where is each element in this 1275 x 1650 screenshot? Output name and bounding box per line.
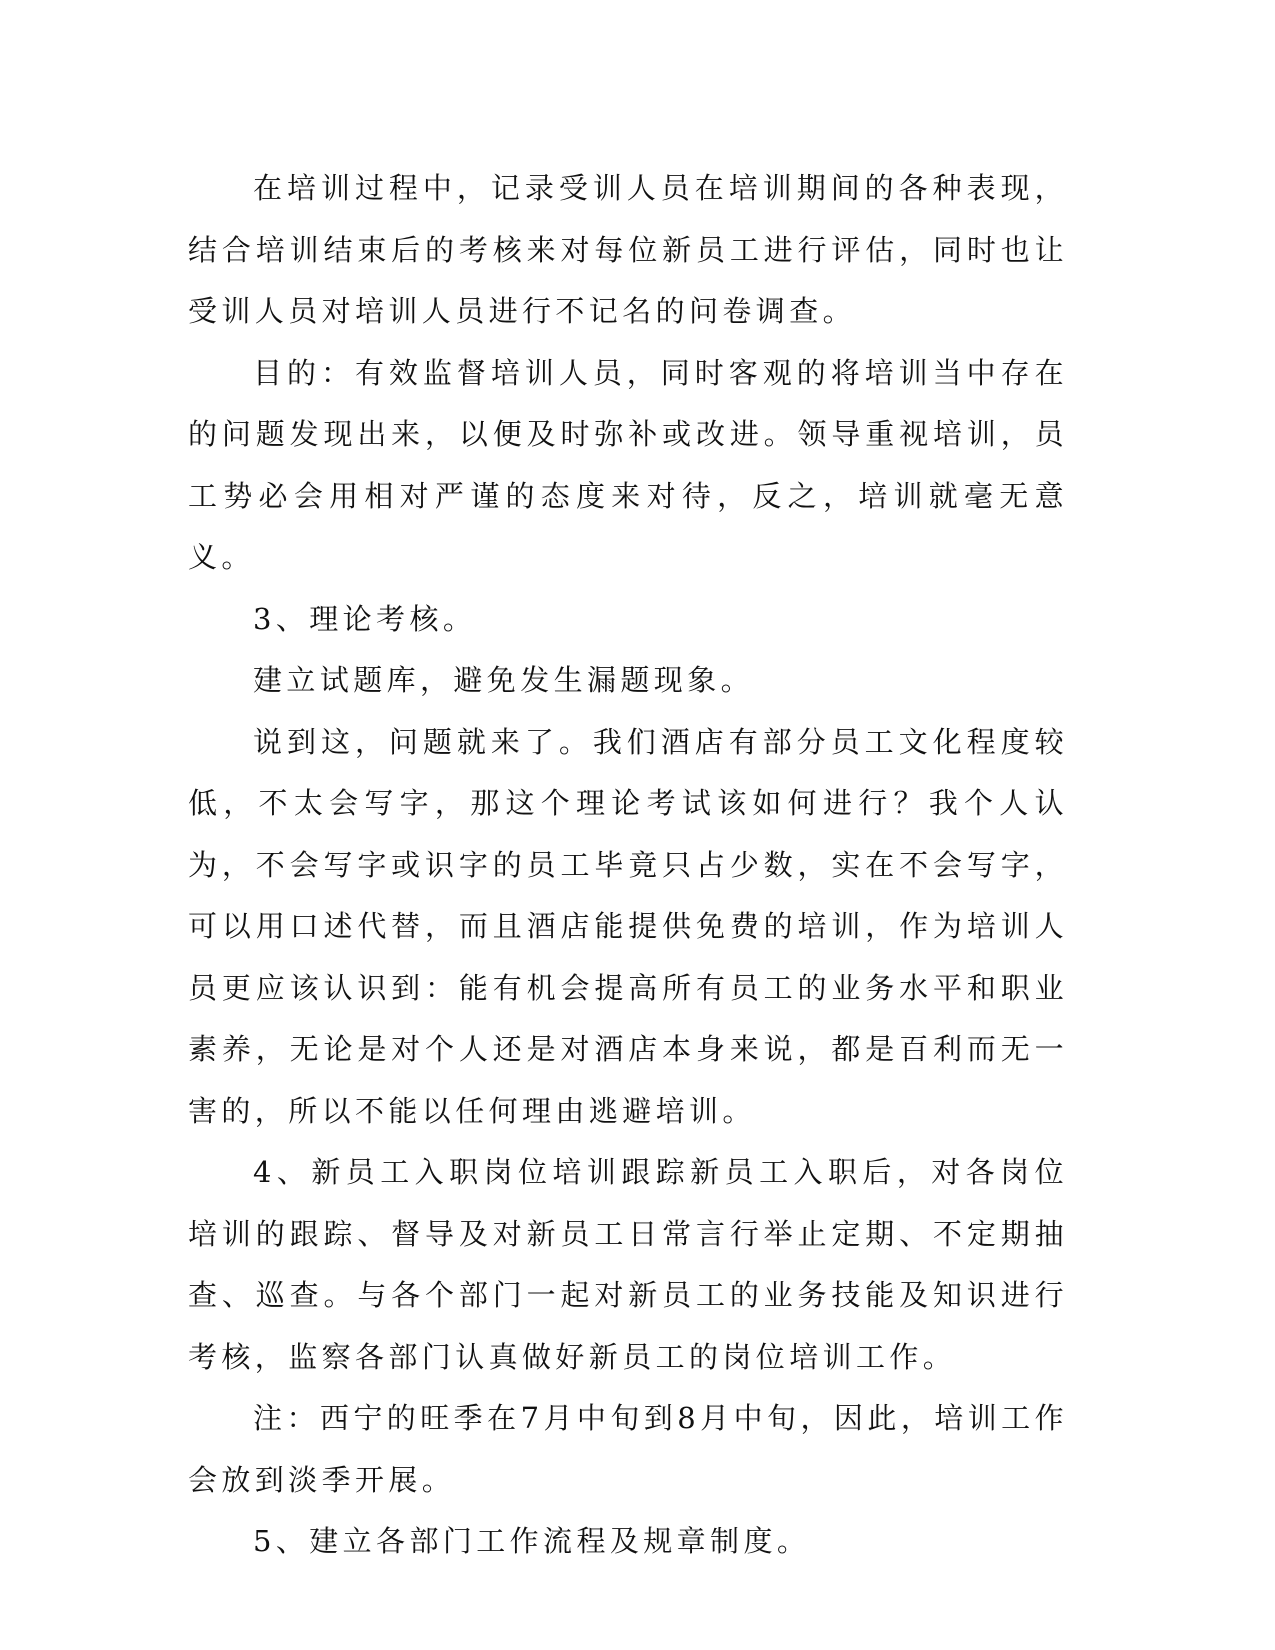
paragraph-onboarding-tracking: 4、新员工入职岗位培训跟踪新员工入职后，对各岗位培训的跟踪、督导及对新员工日常言行举止定期、不定期抽查、巡查。与各个部门一起对新员工的业务技能及知识进行考核，监察各部门认真做好新员工的岗位培训工作。 xyxy=(188,1155,1068,1374)
paragraph-question-bank: 建立试题库，避免发生漏题现象。 xyxy=(253,663,755,697)
paragraph-workflow-heading: 5、建立各部门工作流程及规章制度。 xyxy=(253,1524,811,1558)
paragraph-peak-season-note: 注：西宁的旺季在7月中旬到8月中旬，因此，培训工作会放到淡季开展。 xyxy=(188,1401,1068,1497)
document-body xyxy=(188,158,1068,1573)
paragraph-literacy-issue: 说到这，问题就来了。我们酒店有部分员工文化程度较低，不太会写字，那这个理论考试该如何进行？我个人认为，不会写字或识字的员工毕竟只占少数，实在不会写字，可以用口述代替，而且酒店能提供免费的培训，作为培训人员更应该认识到：能有机会提高所有员工的业务水平和职业素养，无论是对个人还是对酒店本身来说，都是百利而无一害的，所以不能以任何理由逃避培训。 xyxy=(188,724,1068,1128)
paragraph-theory-exam-heading: 3、理论考核。 xyxy=(253,601,477,636)
paragraph-evaluation: 在培训过程中，记录受训人员在培训期间的各种表现，结合培训结束后的考核来对每位新员工进行评估，同时也让受训人员对培训人员进行不记名的问卷调查。 xyxy=(188,171,1068,328)
paragraph-purpose: 目的：有效监督培训人员，同时客观的将培训当中存在的问题发现出来，以便及时弥补或改进。领导重视培训，员工势必会用相对严谨的态度来对待，反之，培训就毫无意义。 xyxy=(188,355,1068,574)
